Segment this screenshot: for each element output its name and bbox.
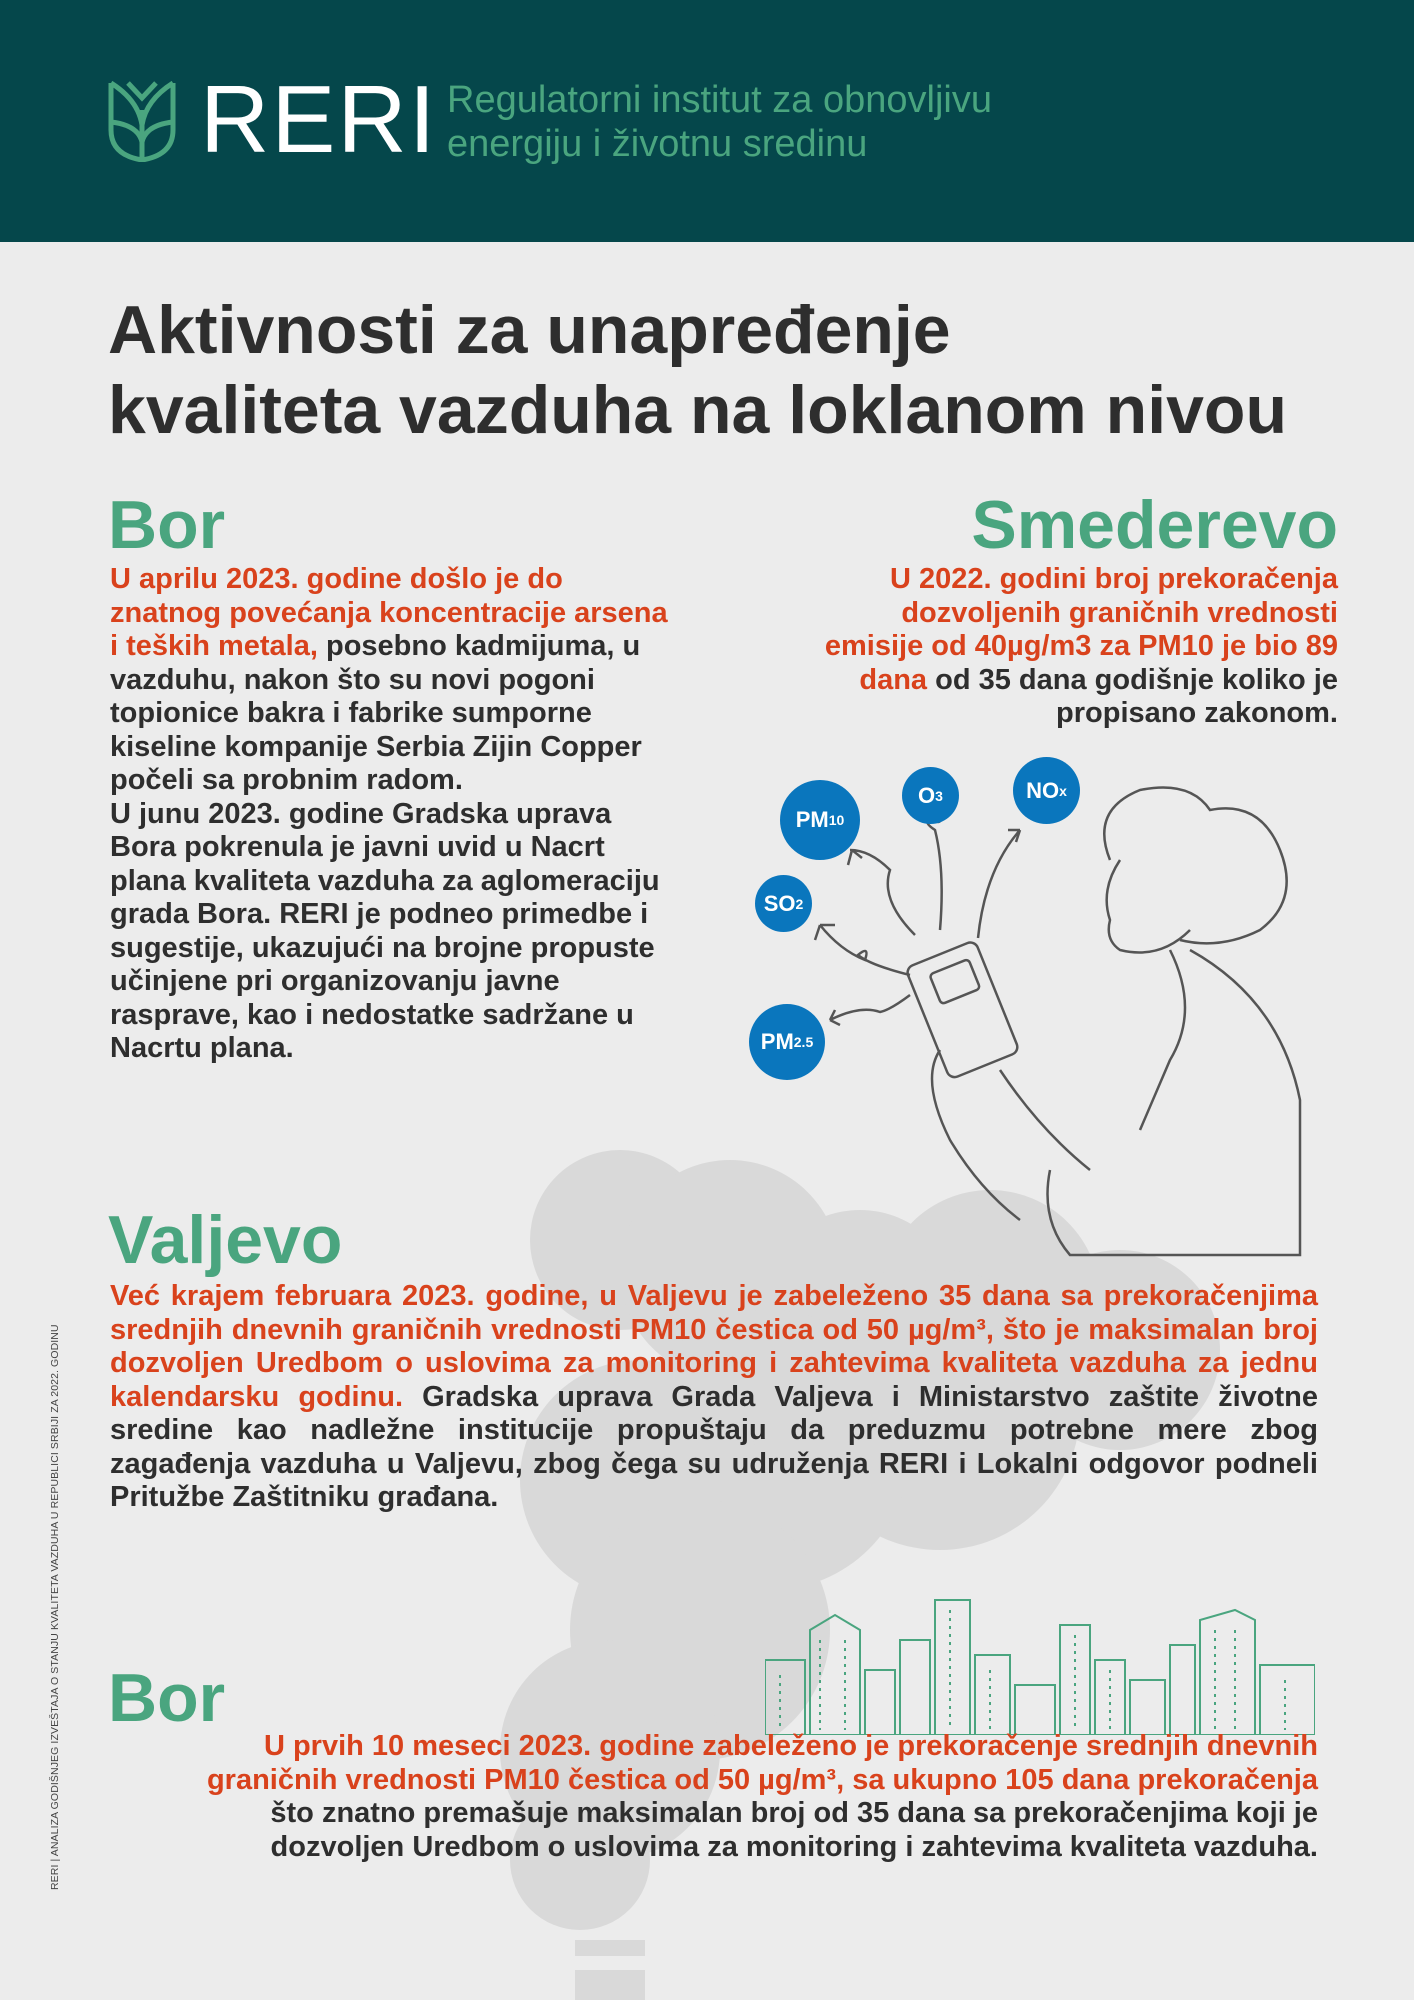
pollutant-subscript: x <box>1059 782 1067 799</box>
highlight-text: U aprilu 2023. godine došlo je do znatnog povećanja koncentracije arsena i teških metala, <box>110 563 668 662</box>
pollutant-subscript: 2 <box>795 895 804 912</box>
section-heading-bor-2: Bor <box>108 1660 226 1736</box>
highlight-text: Već krajem februara 2023. godine, u Valjevu je zabeleženo 35 dana sa prekoračenjima srednjih dnevnih graničnih vrednosti PM10 čestica od 50 µg/m³, što je maksimalan broj dozvoljen Uredbom o uslovima za monitoring i zahtevima kvaliteta vazduha za jednu kalendarsku godinu. <box>110 1280 1318 1413</box>
valjevo-paragraph <box>110 1280 1318 1515</box>
title-line: Aktivnosti za unapređenje <box>108 292 951 368</box>
body-text: od 35 dana godišnje koliko je propisano zakonom. <box>927 663 1338 729</box>
title-line: kvaliteta vazduha na loklanom nivou <box>108 372 1287 448</box>
smoke-cloud-illustration <box>470 1150 1250 2000</box>
pollutant-subscript: 10 <box>828 812 845 828</box>
pollutant-label: SO <box>763 890 796 916</box>
pollutant-subscript: 3 <box>935 787 943 804</box>
highlight-text: U prvih 10 meseci 2023. godine zabeleženo je prekoračenje srednjih dnevnih graničnih vrednosti PM10 čestica od 50 µg/m³, sa ukupno 105 dana prekoračenja <box>206 1730 1318 1796</box>
body-text: posebno kadmijuma, u vazduhu, nakon što su novi pogoni topionice bakra i fabrike sumporne kiseline kompanije Serbia Zijin Copper počeli sa probnim radom. <box>110 630 642 796</box>
pollutant-bubble-o3 <box>902 767 959 824</box>
logo-wordmark: RERI <box>200 66 438 173</box>
section-heading-smederevo: Smederevo <box>971 487 1338 563</box>
tagline-line: Regulatorni institut za obnovljivu <box>447 79 992 121</box>
tagline-line: energiju i životnu sredinu <box>447 123 868 165</box>
highlight-text: U 2022. godini broj prekoračenja dozvoljenih graničnih vrednosti emisije od 40µg/m3 za PM10 je bio 89 dana <box>824 563 1338 696</box>
pollutant-label: PM <box>760 1029 794 1054</box>
pollutant-subscript: 2.5 <box>793 1034 814 1050</box>
pollutant-label: NO <box>1026 777 1060 803</box>
page-title <box>108 290 1287 450</box>
body-text: Gradska uprava Grada Valjeva i Ministarstvo zaštite životne sredine kao nadležne institucije propuštaju da preduzmu potrebne mere zbog zagađenja vazduha u Valjevu, zbog čega su udruženja RERI i Lokalni odgovor podneli Pritužbe Zaštitniku građana. <box>110 1380 1319 1513</box>
body-text: što znatno premašuje maksimalan broj od 35 dana sa prekoračenjima koji je dozvoljen Uredbom o uslovima za monitoring i zahtevima kvaliteta vazduha. <box>270 1797 1318 1863</box>
section-heading-bor: Bor <box>108 487 226 563</box>
header <box>0 0 1414 242</box>
pollutant-bubble-pm10 <box>780 780 860 860</box>
city-skyline-illustration <box>765 1590 1315 1735</box>
smederevo-paragraph <box>818 563 1338 731</box>
pollutant-bubble-pm25 <box>749 1004 825 1080</box>
pollutant-bubble-nox <box>1013 757 1080 824</box>
body-text: U junu 2023. godine Gradska uprava Bora pokrenula je javni uvid u Nacrt plana kvaliteta vazduha za aglomeraciju grada Bora. RERI je podneo primedbe i sugestije, ukazujući na brojne propuste učinjene pri organizovanju javne rasprave, kao i nedostatke sadržane u Nacrtu plana. <box>110 797 660 1064</box>
pollutant-bubble-so2 <box>755 875 812 932</box>
section-heading-valjevo: Valjevo <box>108 1202 343 1278</box>
pollutant-label: O <box>918 782 936 808</box>
tagline <box>447 78 992 166</box>
bor-paragraph <box>110 563 680 1066</box>
pollutant-label: PM <box>795 807 829 832</box>
bor-2-paragraph <box>178 1730 1318 1864</box>
report-footer-vertical: RERI | ANALIZA GODIŠNJEG IZVEŠTAJA O STANJU KVALITETA VAZDUHA U REPUBLICI SRBIJI ZA 2022. GODINU <box>49 1324 61 1890</box>
reri-logo-icon <box>108 80 176 162</box>
